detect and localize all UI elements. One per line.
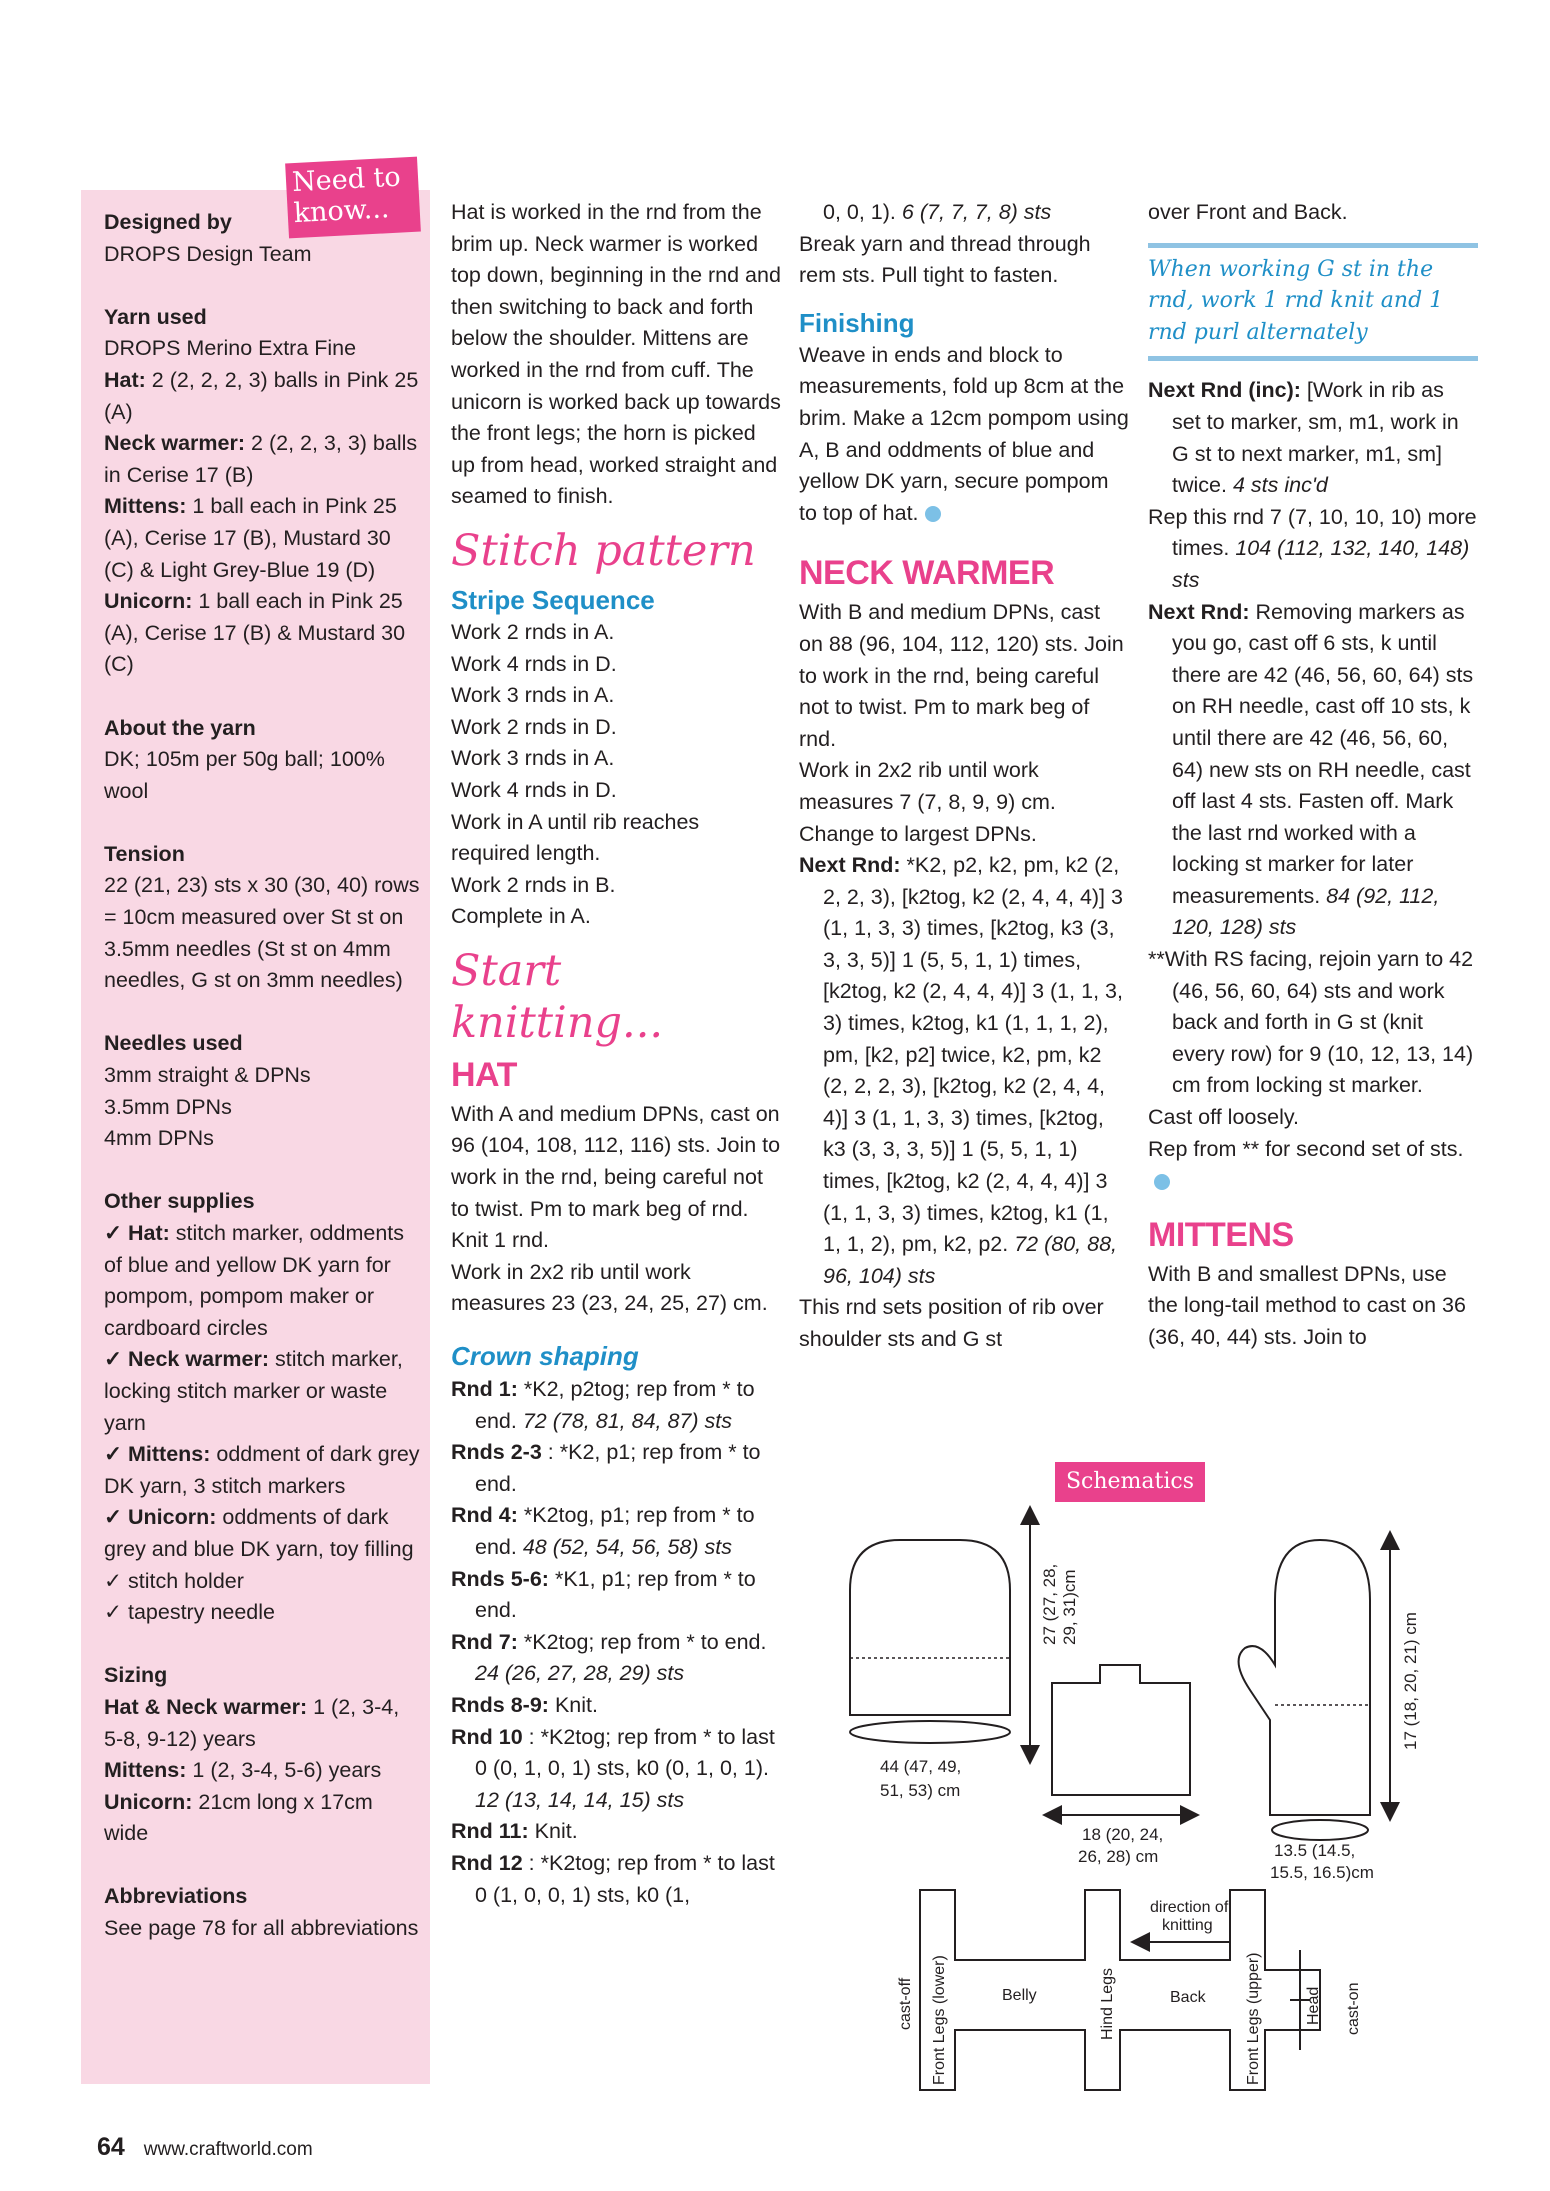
sidebar-section-title: Yarn used (104, 304, 207, 329)
column-3 (1148, 197, 1478, 1354)
tip-text: When working G st in the rnd, work 1 rnd knit and 1 rnd purl alternately (1148, 256, 1444, 345)
sidebar-line-text: 1 (2, 3-4, 5-8, 9-12) years (104, 1694, 400, 1751)
mitten-height-label: 17 (18, 20, 21) cm (1401, 1612, 1420, 1750)
repeat-from-paragraph (1148, 1134, 1478, 1197)
sidebar-line-text: DROPS Design Team (104, 241, 312, 266)
round-text: Knit. (534, 1819, 578, 1844)
crown-shaping-heading: Crown shaping (451, 1341, 639, 1372)
sidebar-line (104, 1092, 420, 1124)
sidebar-line (104, 1123, 420, 1155)
continued-text-3: over Front and Back. (1148, 200, 1348, 224)
sidebar-line-text: oddment of dark grey DK yarn, 3 stitch markers (104, 1442, 420, 1498)
sidebar-line-text: 3.5mm DPNs (104, 1094, 232, 1119)
stripe-item: Work 4 rnds in D. (451, 651, 617, 676)
sidebar-line (104, 365, 420, 428)
repeat-text: Rep this rnd 7 (7, 10, 10, 10) more times. (1148, 504, 1477, 561)
sidebar-line-label: Neck warmer: (104, 431, 246, 456)
sidebar-section (104, 207, 420, 270)
round-text: : *K2, p1; rep from * to end. (475, 1440, 761, 1496)
sidebar-line (104, 1913, 420, 1945)
start-knitting-heading: Start knitting... (451, 945, 664, 1048)
next-round-2-text: Removing markers as you go, cast off 6 sts, k until there are 42 (46, 56, 60, 64) sts on RH needle, cast off 10 sts, k until there are 42 (46, 56, 60, 64) new sts on RH needle, cast off last 4 sts. Fasten off. Mark the last rnd worked with a locking st marker for later measurements. (1172, 599, 1474, 908)
sidebar-section-title: Other supplies (104, 1189, 255, 1214)
sidebar-line (104, 1344, 420, 1439)
sidebar-line-label: ✓ Hat: (104, 1221, 170, 1245)
continued-count: 6 (7, 7, 7, 8) sts (901, 200, 1052, 224)
sidebar-line-text: 1 (2, 3-4, 5-6) years (192, 1758, 382, 1783)
round-count: 72 (78, 81, 84, 87) sts (522, 1408, 732, 1433)
stripe-item: Work 4 rnds in D. (451, 777, 617, 802)
tip-box (1148, 243, 1478, 362)
footer-url: www.craftworld.com (143, 2139, 313, 2160)
column-1 (451, 197, 781, 1911)
finishing-heading: Finishing (799, 307, 915, 338)
round-text: *K2, p2tog; rep from * to end. (475, 1377, 755, 1433)
sidebar-line-text: 2 (2, 2, 2, 3) balls in Pink 25 (A) (104, 367, 419, 424)
hat-height-label: 27 (27, 28, 29, 31)cm (1040, 1563, 1079, 1645)
sidebar-line-label: Hat: (104, 367, 146, 392)
badge-line-2: know... (292, 193, 391, 230)
crown-round (451, 1627, 781, 1690)
mittens-paragraph: With B and smallest DPNs, use the long-tail method to cast on 36 (36, 40, 44) sts. Join to (1148, 1261, 1466, 1349)
sidebar-section (104, 1881, 420, 1944)
yarn-ball-icon (1154, 1174, 1170, 1190)
sidebar-line (104, 1755, 420, 1787)
round-text: *K2tog; rep from * to end. (523, 1629, 767, 1654)
sidebar-line (104, 1218, 420, 1344)
stripe-sequence-heading: Stripe Sequence (451, 584, 655, 615)
finishing-paragraph (799, 340, 1129, 530)
mitten-schematic (1239, 1540, 1420, 1882)
sidebar-line-text: oddments of dark grey and blue DK yarn, toy filling (104, 1505, 414, 1561)
continued-text: 0, 0, 1). (823, 200, 896, 224)
stripe-item: Work 2 rnds in A. (451, 619, 615, 644)
hat-schematic (850, 1515, 1079, 1800)
sidebar-line (104, 333, 420, 365)
continued-round (799, 197, 1129, 229)
sidebar-line-text: stitch marker, locking stitch marker or waste yarn (104, 1347, 403, 1435)
sidebar-line (104, 1502, 420, 1565)
front-legs-upper-label: Front Legs (upper) (1245, 1952, 1262, 2085)
round-count: 12 (13, 14, 14, 15) sts (475, 1787, 685, 1812)
round-count: 24 (26, 27, 28, 29) sts (475, 1661, 685, 1686)
repeat-count: 104 (112, 132, 140, 148) sts (1172, 536, 1470, 592)
round-text: : *K2tog; rep from * to last 0 (1, 0, 0, 1) sts, k0 (1, (475, 1850, 775, 1907)
schematics-badge: Schematics (1055, 1462, 1205, 1502)
crown-rounds (451, 1374, 781, 1911)
unicorn-schematic (897, 1890, 1362, 2090)
sidebar-line-label: Unicorn: (104, 589, 193, 614)
hat-paragraph: Knit 1 rnd. (451, 1228, 549, 1253)
mitten-width-label: 13.5 (14.5, 15.5, 16.5)cm (1270, 1841, 1374, 1882)
repeat-round (1148, 502, 1478, 597)
cast-on-label: cast-on (1345, 1982, 1362, 2035)
next-round (799, 850, 1129, 1292)
crown-round (451, 1500, 781, 1563)
sidebar-section-title: About the yarn (104, 715, 256, 740)
mittens-heading: MITTENS (1148, 1215, 1294, 1254)
sets-position-text: This rnd sets position of rib over shoulder sts and G st (799, 1295, 1104, 1351)
sidebar-line (104, 1597, 420, 1629)
break-yarn-text: Break yarn and thread through rem sts. Pull tight to fasten. (799, 231, 1091, 288)
back-label: Back (1170, 1989, 1206, 2006)
neck-warmer-heading: NECK WARMER (799, 554, 1055, 593)
direction-label: direction of knitting (1150, 1899, 1229, 1934)
sidebar-line-text: DK; 105m per 50g ball; 100% wool (104, 747, 385, 803)
sidebar-section (104, 839, 420, 997)
next-round-2-count: 84 (92, 112, 120, 128) sts (1172, 883, 1440, 940)
sidebar-line-text: stitch marker, oddments of blue and yellow DK yarn for pompom, pompom maker or cardboard circles (104, 1221, 405, 1340)
round-label: Rnd 7: (451, 1629, 518, 1654)
neck-warmer-schematic (1052, 1665, 1190, 1866)
round-label: Rnd 10 (451, 1724, 523, 1749)
sidebar-line-text: ✓ tapestry needle (104, 1600, 276, 1625)
sidebar-line (104, 491, 420, 586)
stripe-item: Complete in A. (451, 904, 591, 929)
crown-round (451, 1848, 781, 1911)
sidebar-line-text: 21cm long x 17cm wide (104, 1789, 373, 1846)
neck-paragraph: Work in 2x2 rib until work measures 7 (7, 8, 9, 9) cm. (799, 758, 1056, 814)
crown-round (451, 1690, 781, 1722)
round-label: Rnds 8-9: (451, 1692, 549, 1717)
badge-line-1: Need to (291, 161, 402, 199)
column-2 (799, 197, 1129, 1356)
hat-instructions (451, 1099, 781, 1320)
sidebar-line (104, 1566, 420, 1598)
round-text: *K1, p1; rep from * to end. (475, 1566, 756, 1623)
hind-legs-label: Hind Legs (1099, 1967, 1116, 2040)
sidebar-section (104, 302, 420, 681)
round-text: Knit. (554, 1692, 598, 1717)
sidebar-line-text: See page 78 for all abbreviations (104, 1916, 419, 1941)
cast-off-text: Cast off loosely. (1148, 1105, 1299, 1130)
cast-off-label: cast-off (897, 1977, 914, 2030)
front-legs-lower-label: Front Legs (lower) (931, 1955, 948, 2085)
crown-round (451, 1564, 781, 1627)
inc-round-label: Next Rnd (inc): (1148, 378, 1301, 403)
sidebar-line-label: ✓ Mittens: (104, 1442, 211, 1467)
sidebar-line (104, 586, 420, 681)
head-label: Head (1305, 1986, 1322, 2025)
page-footer (97, 2133, 313, 2162)
sidebar-section (104, 1660, 420, 1850)
stripe-item: Work 2 rnds in B. (451, 872, 616, 897)
repeat-from-text: Rep from ** for second set of sts. (1148, 1136, 1464, 1161)
finishing-text: Weave in ends and block to measurements, fold up 8cm at the brim. Make a 12cm pompom using A, B and oddments of blue and yellow DK yarn, secure pompom to top of hat. (799, 342, 1129, 525)
hat-heading: HAT (451, 1055, 517, 1094)
sidebar-line-text: 1 ball each in Pink 25 (A), Cerise 17 (B) & Mustard 30 (C) (104, 589, 406, 677)
round-label: Rnd 4: (451, 1503, 518, 1528)
inc-round-count: 4 sts inc'd (1232, 473, 1328, 498)
stripe-item: Work in A until rib reaches required length. (451, 809, 700, 866)
round-text: *K2tog, p1; rep from * to end. (475, 1503, 755, 1559)
sidebar-line (104, 1692, 420, 1755)
round-label: Rnd 1: (451, 1377, 518, 1402)
sidebar-section (104, 1028, 420, 1154)
round-label: Rnd 11: (451, 1819, 529, 1844)
stripe-item: Work 3 rnds in A. (451, 746, 615, 771)
crown-round (451, 1816, 781, 1848)
sidebar-line (104, 870, 420, 996)
inc-round (1148, 375, 1478, 501)
hat-paragraph: With A and medium DPNs, cast on 96 (104, 108, 112, 116) sts. Join to work in the rnd, being careful not to twist. Pm to mark beg of rnd. (451, 1101, 781, 1221)
sidebar-line (104, 744, 420, 807)
neck-paragraph: With B and medium DPNs, cast on 88 (96, 104, 112, 120) sts. Join to work in the rnd, being careful not to twist. Pm to mark beg of rnd. (799, 600, 1124, 751)
sidebar-line-label: Hat & Neck warmer: (104, 1694, 308, 1719)
round-label: Rnds 2-3 (451, 1440, 542, 1465)
sidebar-section-title: Tension (104, 841, 185, 866)
sidebar-section-title: Designed by (104, 210, 232, 234)
intro-paragraph: Hat is worked in the rnd from the brim up. Neck warmer is worked top down, beginning in the rnd and then switching to back and forth below the shoulder. Mittens are worked in the rnd from cuff. The unicorn is worked back up towards the front legs; the horn is picked up from head, worked straight and seamed to finish. (451, 200, 781, 509)
sidebar-line-label: Mittens: (104, 494, 187, 519)
sidebar-line (104, 1439, 420, 1502)
next-round-label: Next Rnd: (799, 853, 901, 878)
page-number: 64 (97, 2133, 125, 2161)
neck-width-label: 18 (20, 24, 26, 28) cm (1078, 1825, 1164, 1866)
sidebar-line (104, 1060, 420, 1092)
crown-round (451, 1374, 781, 1437)
sidebar-line-text: 22 (21, 23) sts x 30 (30, 40) rows = 10cm measured over St st on 3.5mm needles (St st on 4mm needles, G st on 3mm needles) (104, 873, 420, 993)
schematics-diagram (820, 1500, 1520, 2100)
sidebar-line-text: 3mm straight & DPNs (104, 1063, 311, 1088)
round-count: 48 (52, 54, 56, 58) sts (522, 1535, 732, 1559)
sidebar-section (104, 713, 420, 808)
stitch-pattern-heading: Stitch pattern (451, 525, 756, 576)
sidebar-line-text: 1 ball each in Pink 25 (A), Cerise 17 (B), Mustard 30 (C) & Light Grey-Blue 19 (D) (104, 494, 397, 582)
next-round-2-label: Next Rnd: (1148, 599, 1250, 624)
sidebar-line-text: 4mm DPNs (104, 1126, 214, 1151)
crown-round (451, 1722, 781, 1817)
belly-label: Belly (1002, 1987, 1037, 2004)
hat-width-label: 44 (47, 49, 51, 53) cm (880, 1757, 962, 1800)
round-text: : *K2tog; rep from * to last 0 (0, 1, 0, 1) sts, k0 (0, 1, 0, 1). (475, 1724, 775, 1781)
sidebar-line (104, 1787, 420, 1850)
sidebar-section-title: Needles used (104, 1031, 243, 1056)
round-label: Rnd 12 (451, 1850, 523, 1875)
sidebar-section-title: Sizing (104, 1663, 168, 1688)
next-round-2 (1148, 597, 1478, 945)
stripe-list (451, 617, 781, 933)
next-round-count: 72 (80, 88, 96, 104) sts (823, 1232, 1118, 1288)
neck-paragraph: Change to largest DPNs. (799, 821, 1037, 846)
hat-paragraph: Work in 2x2 rib until work measures 23 (23, 24, 25, 27) cm. (451, 1259, 768, 1316)
sidebar-line-label: Mittens: (104, 1758, 187, 1783)
sidebar-line-label: ✓ Neck warmer: (104, 1347, 270, 1372)
crown-round (451, 1437, 781, 1500)
neck-warmer-instructions (799, 597, 1129, 850)
stripe-item: Work 3 rnds in A. (451, 683, 615, 708)
sidebar-content (104, 207, 420, 1976)
next-round-text: *K2, p2, k2, pm, k2 (2, 2, 2, 3), [k2tog, k2 (2, 4, 4, 4)] 3 (1, 1, 3, 3) times, [k2tog, k3 (3, 3, 3, 5)] 1 (5, 5, 1, 1) times, [k2tog, k2 (2, 4, 4, 4)] 3 (1, 1, 3, 3) times, k2tog, k1 (1, 1, 1, 2), pm, [k2, p2] twice, k2, pm, k2 (2, 2, 2, 3), [k2tog, k2 (2, 4, 4, 4)] 3 (1, 1, 3, 3) times, [k2tog, k3 (3, 3, 3, 5)] 1 (5, 5, 1, 1) times, [k2tog, k2 (2, 4, 4, 4)] 3 (1, 1, 3, 3) times, k2tog, k1 (1, 1, 1, 2), pm, k2, p2. (823, 853, 1123, 1257)
sidebar-line-label: Unicorn: (104, 1789, 193, 1814)
sidebar-section-title: Abbreviations (104, 1884, 248, 1909)
stripe-item: Work 2 rnds in D. (451, 714, 617, 739)
inc-round-text: [Work in rib as set to marker, sm, m1, work in G st to next marker, m1, sm] twice. (1172, 378, 1459, 498)
sidebar-line-text: ✓ stitch holder (104, 1568, 244, 1593)
sidebar-line-text: DROPS Merino Extra Fine (104, 336, 357, 361)
sidebar-line (104, 428, 420, 491)
round-label: Rnds 5-6: (451, 1566, 549, 1591)
sidebar-line-text: 2 (2, 2, 3, 3) balls in Cerise 17 (B) (104, 431, 418, 487)
rs-facing-paragraph: **With RS facing, rejoin yarn to 42 (46, 56, 60, 64) sts and work back and forth in G st (knit every row) for 9 (10, 12, 13, 14) cm from locking st marker. (1148, 947, 1474, 1098)
sidebar-section (104, 1186, 420, 1628)
yarn-ball-icon (925, 506, 941, 522)
sidebar-line (104, 239, 420, 271)
sidebar-line-label: ✓ Unicorn: (104, 1505, 217, 1530)
